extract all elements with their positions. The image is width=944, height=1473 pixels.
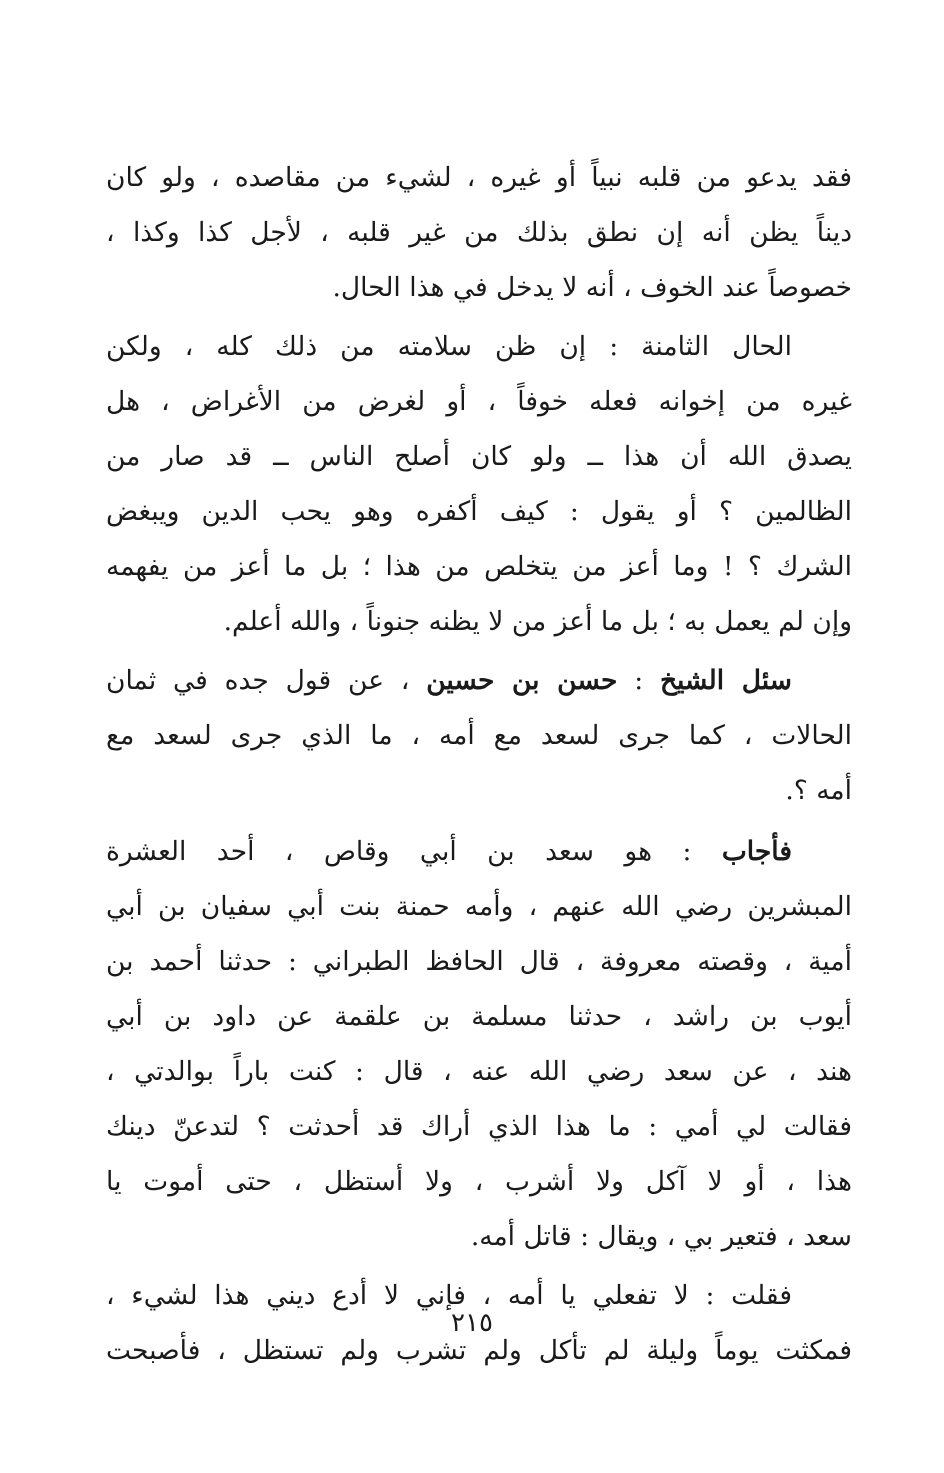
question-text: ، عن قول جده في ثمان <box>106 665 427 696</box>
question-separator: : <box>617 665 660 696</box>
text-line: فقلت : لا تفعلي يا أمه ، فإني لا أدع ديني هذا لشيء ، <box>106 1280 792 1311</box>
question-lead: سئل الشيخ <box>659 665 793 696</box>
text-line: غيره من إخوانه فعله خوفاً ، أو لغرض من الأغراض ، هل <box>106 386 852 417</box>
text-line: الحال الثامنة : إن ظن سلامته من ذلك كله ، ولكن <box>106 331 792 362</box>
text-line: هذا ، أو لا آكل ولا أشرب ، ولا أستظل ، حتى أموت يا <box>106 1166 852 1197</box>
text-line: فمكثت يوماً وليلة لم تأكل ولم تشرب ولم تستظل ، فأصبحت <box>106 1335 852 1366</box>
text-line <box>106 824 852 879</box>
text-line <box>106 653 852 708</box>
page-number: ٢١٥ <box>451 1308 493 1338</box>
text-line: وإن لم يعمل به ؛ بل ما أعز من لا يظنه جنوناً ، والله أعلم. <box>223 606 852 637</box>
paragraph-1 <box>106 150 852 315</box>
answer-paragraph <box>106 824 852 1264</box>
page-body <box>106 150 852 1378</box>
text-line: ديناً يظن أنه إن نطق بذلك من غير قلبه ، لأجل كذا وكذا ، <box>106 217 852 248</box>
text-line: فقد يدعو من قلبه نبياً أو غيره ، لشيء من مقاصده ، ولو كان <box>106 162 852 193</box>
text-line: أيوب بن راشد ، حدثنا مسلمة بن علقمة عن داود بن أبي <box>106 1001 852 1032</box>
text-line: خصوصاً عند الخوف ، أنه لا يدخل في هذا الحال. <box>332 272 852 303</box>
paragraph-2 <box>106 319 852 649</box>
text-line: أمية ، وقصته معروفة ، قال الحافظ الطبراني : حدثنا أحمد بن <box>106 946 852 977</box>
text-line: الحالات ، كما جرى لسعد مع أمه ، ما الذي جرى لسعد مع <box>106 720 852 751</box>
text-line: المبشرين رضي الله عنهم ، وأمه حمنة بنت أبي سفيان بن أبي <box>106 891 852 922</box>
text-line: يصدق الله أن هذا ــ ولو كان أصلح الناس ــ قد صار من <box>106 441 852 472</box>
text-line: أمه ؟. <box>785 775 852 806</box>
answer-lead: فأجاب <box>721 836 792 867</box>
text-line: فقالت لي أمي : ما هذا الذي أراك قد أحدثت ؟ لتدعنّ دينك <box>106 1111 852 1142</box>
answer-text: : هو سعد بن أبي وقاص ، أحد العشرة <box>106 836 722 867</box>
text-line: الشرك ؟ ! وما أعز من يتخلص من هذا ؛ بل ما أعز من يفهمه <box>106 551 852 582</box>
question-paragraph <box>106 653 852 818</box>
text-line: سعد ، فتعير بي ، ويقال : قاتل أمه. <box>470 1221 852 1252</box>
sheikh-name: حسن بن حسين <box>426 665 618 696</box>
text-line: هند ، عن سعد رضي الله عنه ، قال : كنت باراً بوالدتي ، <box>106 1056 852 1087</box>
text-line: الظالمين ؟ أو يقول : كيف أكفره وهو يحب الدين ويبغض <box>106 496 852 527</box>
